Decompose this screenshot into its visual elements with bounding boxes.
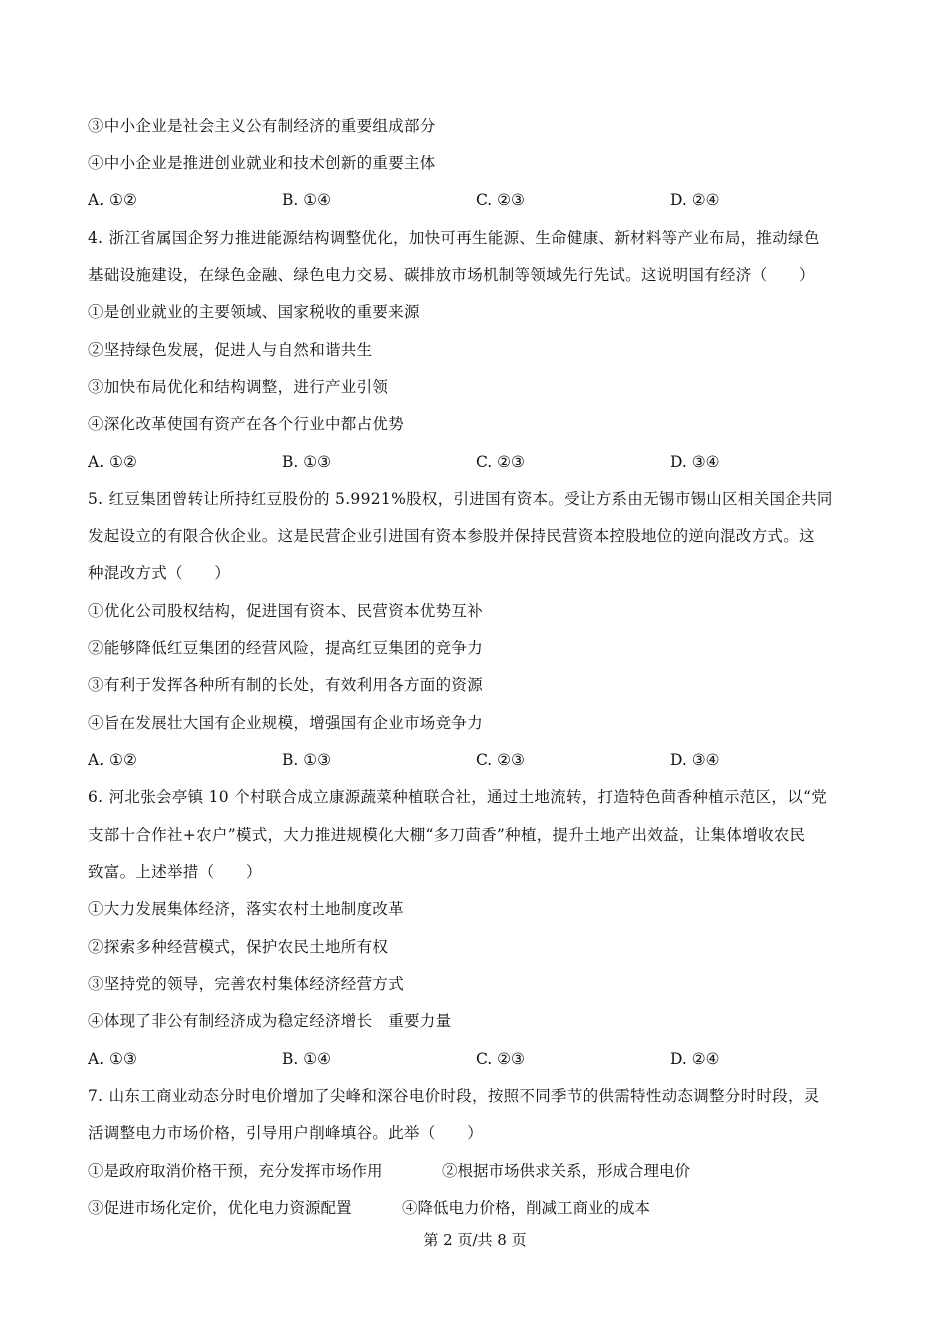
q3-statement-4: ④中小企业是推进创业就业和技术创新的重要主体 — [88, 154, 436, 172]
q3-statement-3: ③中小企业是社会主义公有制经济的重要组成部分 — [88, 117, 436, 135]
q5-options — [88, 750, 808, 770]
q5-stem-line-2: 发起设立的有限合伙企业。这是民营企业引进国有资本参股并保持民营资本控股地位的逆向混改方式。这 — [88, 527, 815, 545]
q7-statement-4: ④降低电力价格，削减工商业的成本 — [402, 1199, 651, 1217]
q3-option-a: A. ①② — [88, 191, 137, 209]
q4-statement-2: ②坚持绿色发展，促进人与自然和谐共生 — [88, 341, 373, 359]
q4-stem-line-1: 4. 浙江省属国企努力推进能源结构调整优化，加快可再生能源、生命健康、新材料等产业布局，推动绿色 — [88, 229, 820, 247]
q7-stem-line-2: 活调整电力市场价格，引导用户削峰填谷。此举（ ） — [88, 1124, 484, 1142]
q6-options — [88, 1049, 808, 1069]
q4-option-c: C. ②③ — [476, 453, 525, 471]
q6-statement-4: ④体现了非公有制经济成为稳定经济增长 重要力量 — [88, 1012, 452, 1030]
q3-option-d: D. ②④ — [670, 191, 720, 209]
q6-statement-3: ③坚持党的领导，完善农村集体经济经营方式 — [88, 975, 405, 993]
q6-statement-2: ②探索多种经营模式，保护农民土地所有权 — [88, 938, 389, 956]
q7-statement-1: ①是政府取消价格干预，充分发挥市场作用 — [88, 1162, 383, 1180]
q6-stem-line-1: 6. 河北张会亭镇 10 个村联合成立康源蔬菜种植联合社，通过土地流转，打造特色茴香种植示范区，以“党 — [88, 788, 828, 806]
q5-option-a: A. ①② — [88, 751, 137, 769]
q4-statement-4: ④深化改革使国有资产在各个行业中都占优势 — [88, 415, 405, 433]
q3-options — [88, 190, 808, 210]
q4-option-d: D. ③④ — [670, 453, 720, 471]
q5-stem-line-3: 种混改方式（ ） — [88, 564, 231, 582]
q7-statements-row-2 — [88, 1198, 808, 1218]
q5-option-c: C. ②③ — [476, 751, 525, 769]
q4-statement-1: ①是创业就业的主要领域、国家税收的重要来源 — [88, 303, 420, 321]
q5-statement-4: ④旨在发展壮大国有企业规模，增强国有企业市场竞争力 — [88, 714, 484, 732]
q5-option-d: D. ③④ — [670, 751, 720, 769]
q6-option-d: D. ②④ — [670, 1050, 720, 1068]
q4-option-b: B. ①③ — [282, 453, 332, 471]
q6-statement-1: ①大力发展集体经济，落实农村土地制度改革 — [88, 900, 405, 918]
q6-option-b: B. ①④ — [282, 1050, 332, 1068]
q4-statement-3: ③加快布局优化和结构调整，进行产业引领 — [88, 378, 389, 396]
q7-stem-line-1: 7. 山东工商业动态分时电价增加了尖峰和深谷电价时段，按照不同季节的供需特性动态调整分时时段，灵 — [88, 1087, 820, 1105]
q4-stem-line-2: 基础设施建设，在绿色金融、绿色电力交易、碳排放市场机制等领域先行先试。这说明国有经济（ ） — [88, 266, 815, 284]
q3-option-c: C. ②③ — [476, 191, 525, 209]
q5-statement-1: ①优化公司股权结构，促进国有资本、民营资本优势互补 — [88, 602, 484, 620]
q6-option-a: A. ①③ — [88, 1050, 137, 1068]
q5-statement-3: ③有利于发挥各种所有制的长处，有效利用各方面的资源 — [88, 676, 484, 694]
q6-stem-line-3: 致富。上述举措（ ） — [88, 863, 262, 881]
q4-option-a: A. ①② — [88, 453, 137, 471]
q7-statement-2: ②根据市场供求关系，形成合理电价 — [442, 1162, 691, 1180]
q5-statement-2: ②能够降低红豆集团的经营风险，提高红豆集团的竞争力 — [88, 639, 484, 657]
q7-statements-row-1 — [88, 1161, 808, 1181]
q6-stem-line-2: 支部十合作社+农户”模式，大力推进规模化大棚“多刀茴香”种植，提升土地产出效益，让集体增收农民 — [88, 826, 806, 844]
q3-option-b: B. ①④ — [282, 191, 332, 209]
q7-statement-3: ③促进市场化定价，优化电力资源配置 — [88, 1199, 352, 1217]
q5-option-b: B. ①③ — [282, 751, 332, 769]
q5-stem-line-1: 5. 红豆集团曾转让所持红豆股份的 5.9921%股权，引进国有资本。受让方系由无锡市锡山区相关国企共同 — [88, 490, 833, 508]
page-footer: 第 2 页/共 8 页 — [423, 1231, 527, 1249]
q6-option-c: C. ②③ — [476, 1050, 525, 1068]
q4-options — [88, 452, 808, 472]
